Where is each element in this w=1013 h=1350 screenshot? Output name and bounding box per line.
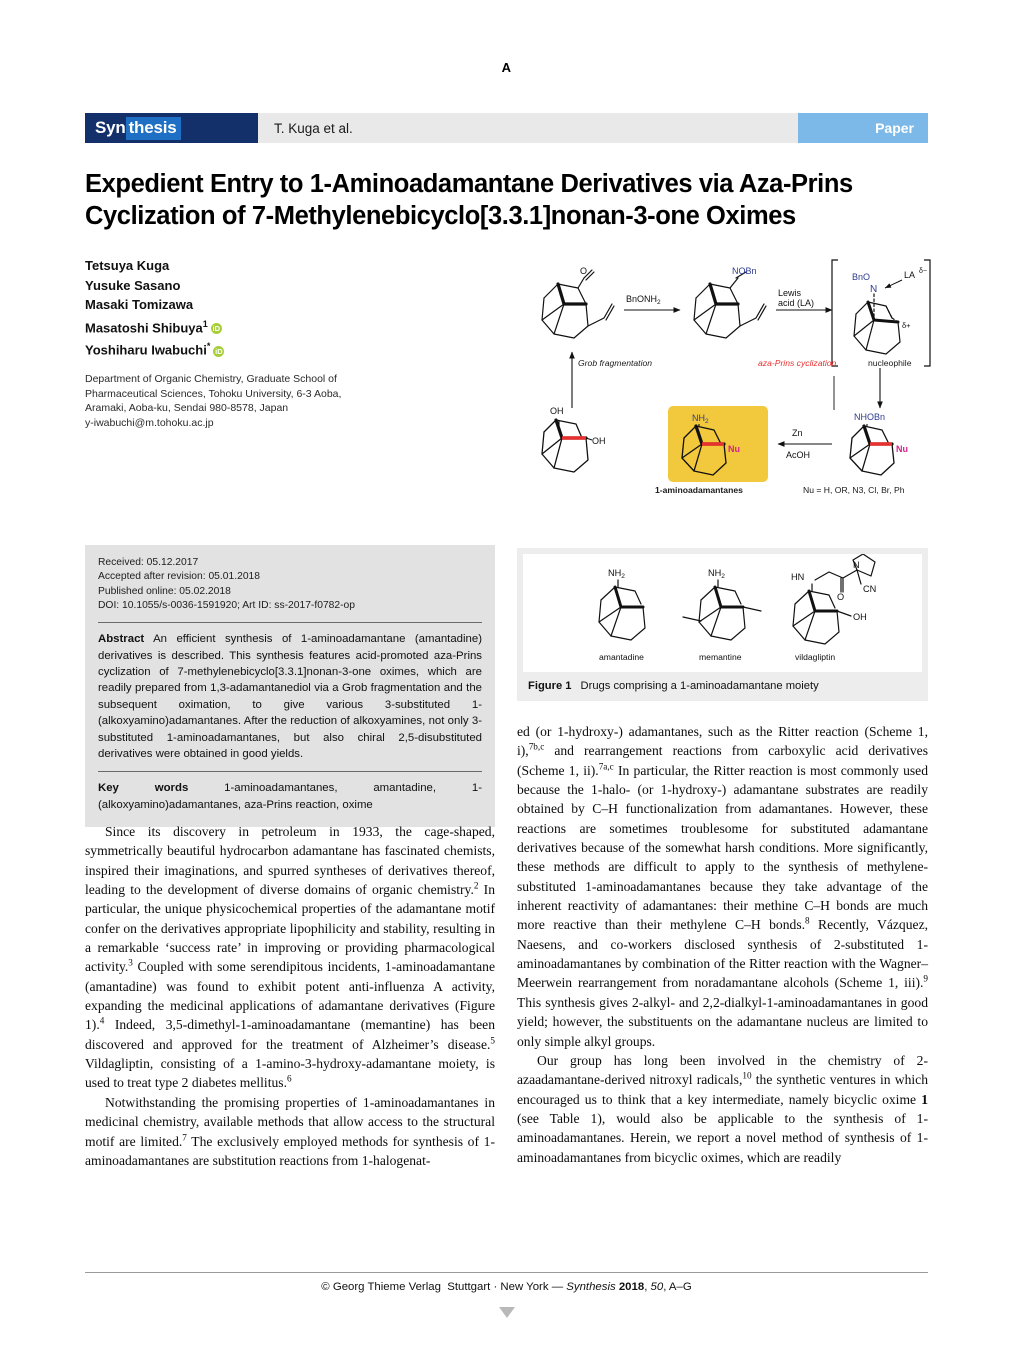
abstract-body: An efficient synthesis of 1-aminoadamantane (amantadine) derivatives is described. This synthesis features acid-promoted aza-Prins cyclization of 7-methylenebicyclo[3.3.1]nonan-3-one oximes, which are readily prepared from 1,3-adamantanediol via a Grob fragmentation and the subsequent oximation, to give various 3-substituted 1-(alkoxyamino)adamantanes. After the reduction of alkoxyamines, not only 3-substituted 1-aminoadamantanes, but also chiral 2,5-disubstituted derivatives were obtained in good yields. [98,633,482,761]
body-column-left [85,822,495,1170]
author-name: Masatoshi Shibuya$^1$ iD [85,318,221,335]
svg-text:NH2: $NH_2$ [692,413,709,425]
svg-text:NH2: $NH_2$ [708,568,725,580]
corresponding-email[interactable]: y-iwabuchi@m.tohoku.ac.jp [85,416,214,429]
svg-text:Nu: Nu [728,444,740,454]
svg-text:Lewis: Lewis [778,288,802,298]
svg-text:N: N [853,560,860,570]
svg-text:δ−: δ− [919,268,927,275]
svg-text:HN: HN [791,572,805,582]
abstract-label: Abstract [98,633,145,646]
affiliation-text: Department of Organic Chemistry, Graduate School of Pharmaceutical Sciences, Tohoku University, 6-3 Aoba, Aramaki, Aoba-ku, Sendai 980-8578, Japan [85,373,342,414]
svg-text:O: O [580,266,588,276]
author-name: Yusuke Sasano [85,277,181,293]
svg-text:CN: CN [863,584,877,594]
running-authors: T. Kuga et al. [258,113,798,143]
graphical-abstract-svg [520,248,940,493]
svg-text:NH2: $NH_2$ [608,568,625,580]
footer-year: 2018 [618,1281,645,1293]
figure-1-caption [517,672,928,701]
svg-text:acid (LA): acid (LA) [778,298,815,308]
body-paragraph: ed (or 1-hydroxy-) adamantanes, such as the Ritter reaction (Scheme 1, i),$^{7b,c}$ and rearrangement reactions from carboxylic acid derivatives (Scheme 1, ii).$^{7a,c}$ In particular, the Ritter reaction is most commonly used because the 1-halo- (or 1-hydroxy-) adamantane substrates are readily obtained by C–H functionalization from adamantanes. However, these reactions are sometimes troublesome for substituted adamantane derivatives because of the somewhat harsh conditions. More significantly, these methods are difficult to apply to the synthesis of methylene-substituted 1-aminoadamantanes because they take advantage of the inherent reactivity of adamantanes: their methine C–H bonds are much more reactive than their methylene C–H bonds.$^8$ Recently, Vázquez, Naesens, and co-workers disclosed synthesis of 2-substituted 1-aminoadamantanes by combination of the Ritter reaction with the Wagner–Meerwein rearrangement from noradamantane alcohols (Scheme 1, iii).$^9$ This synthesis gives 2-alkyl- and 2,2-dialkyl-1-aminoadamantanes in good yield; however, the substituents on the adamantane nucleus are limited to only simple alkyl groups. [517,724,929,1049]
svg-text:BnO: BnO [852,272,871,282]
received-date: Received: 05.12.2017 [98,557,199,568]
article-type-badge: Paper [798,113,928,143]
svg-text:δ+: δ+ [902,321,911,330]
footer-volume: 50 [650,1281,664,1293]
orcid-icon[interactable]: iD [212,323,221,333]
accepted-date: Accepted after revision: 05.01.2018 [98,571,260,583]
graphical-abstract [520,248,940,493]
published-date: Published online: 05.02.2018 [98,585,231,597]
divider [98,622,482,623]
keywords [98,780,482,813]
product-caption: 1-aminoadamantanes [655,485,743,495]
figure-1-caption-text: Drugs comprising a 1-aminoadamantane moiety [580,680,819,692]
svg-text:OH: OH [550,406,564,416]
running-header [85,113,928,143]
footer-divider [85,1272,928,1273]
journal-logo[interactable] [85,113,258,143]
footer-pages: , A–G [663,1281,692,1293]
journal-logo-part2: thesis [126,117,181,140]
body-paragraph: Our group has long been involved in the chemistry of 2-azaadamantane-derived nitroxyl radicals,$^{10}$ the synthetic ventures in which encouraged us to think that a key intermediate, namely bicyclic oxime 1 (see Table 1), would also be applicable to the synthesis of 1-aminoadamantanes. Herein, we report a novel method of synthesis of 1-aminoadamantanes from bicyclic oximes, which are readily [517,1052,928,1165]
journal-logo-part1: Syn [95,118,126,137]
svg-text:Nu: Nu [896,444,908,454]
svg-text:O: O [837,592,845,602]
affiliation-block [85,372,350,430]
body-paragraph: Since its discovery in petroleum in 1933, the cage-shaped, symmetrically beautiful hydrocarbon adamantane has fascinated chemists, inspired their imaginations, and spurred syntheses of derivatives thereof, leading to the development of diverse domains of organic chemistry.$^2$ In particular, the unique physicochemical properties of the adamantane motif confer on the derivatives appropriate lipophilicity and stability, resulting in a remarkable ‘success rate’ in improving or providing pharmacological activity.$^3$ Coupled with some serendipitous incidents, 1-aminoadamantane (amantadine) was found to exhibit potent anti-influenza A activity, expanding the medicinal applications of adamantane derivatives (Figure 1).$^4$ Indeed, 3,5-dimethyl-1-aminoadamantane (memantine) has been discovered and approved for the treatment of Alzheimer’s disease.$^5$ Vildagliptin, consisting of a 1-amino-3-hydroxy-adamantane moiety, is used to treat type 2 diabetes mellitus.$^6$ [85,824,495,1091]
body-paragraph: Notwithstanding the promising properties of 1-aminoadamantanes in medicinal chemistry, available methods that allow access to the structural motif are limited.$^7$ The exclusively employed methods for synthesis of 1-aminoadamantanes are substitution reactions from 1-halogenat- [85,1094,495,1168]
nucleophile-label: nucleophile [868,358,912,368]
footer-journal: Synthesis [566,1281,616,1293]
divider [98,771,482,772]
footer: © Georg Thieme Verlag Stuttgart · New York — Synthesis 2018, 50, A–G [321,1281,692,1293]
svg-text:OH: OH [853,612,867,622]
abstract-text [98,631,482,762]
svg-text:BnONH2: BnONH$_2$ [626,294,661,306]
structure-name-vildagliptin: vildagliptin [795,652,836,662]
structure-name-amantadine: amantadine [599,652,644,662]
svg-text:NHOBn: NHOBn [854,412,886,422]
figure-1 [517,548,928,701]
grob-fragmentation-label: Grob fragmentation [578,358,653,368]
nu-definition: Nu = H, OR, N3, Cl, Br, Ph [803,485,905,495]
footer-copyright: © Georg Thieme Verlag [321,1281,441,1293]
keywords-label: Key words [98,782,189,795]
author-name: Tetsuya Kuga [85,258,170,273]
author-list [85,256,415,360]
abstract-box [85,545,495,827]
page-end-triangle [499,1307,515,1318]
page-title: Expedient Entry to 1-Aminoadamantane Derivatives via Aza-Prins Cyclization of 7-Methylenebicyclo[3.3.1]nonan-3-one Oximes [85,170,853,230]
figure-1-graphic [523,554,922,672]
svg-text:N: N [870,284,878,295]
svg-text:NOBn: NOBn [732,266,757,276]
page-marker: A [501,60,512,75]
doi-line[interactable]: DOI: 10.1055/s-0036-1591920; Art ID: ss-2017-f0782-op [98,599,356,611]
svg-text:AcOH: AcOH [786,450,811,460]
svg-text:LA: LA [904,270,916,280]
body-column-right [517,722,928,1167]
author-name: Masaki Tomizawa [85,297,194,312]
figure-1-label: Figure 1 [528,680,572,692]
publication-dates [98,556,482,613]
keywords-body: 1-aminoadamantanes, amantadine, 1-(alkoxyamino)adamantanes, aza-Prins reaction, oxime [98,782,483,811]
footer-place: Stuttgart · New York — [447,1281,567,1293]
structure-name-memantine: memantine [699,652,742,662]
svg-text:Zn: Zn [792,428,803,438]
orcid-icon[interactable]: iD [215,346,223,356]
aza-prins-label: aza-Prins cyclization [758,358,837,368]
author-name: Yoshiharu Iwabuchi* iD [85,341,223,358]
svg-text:OH: OH [592,436,606,446]
